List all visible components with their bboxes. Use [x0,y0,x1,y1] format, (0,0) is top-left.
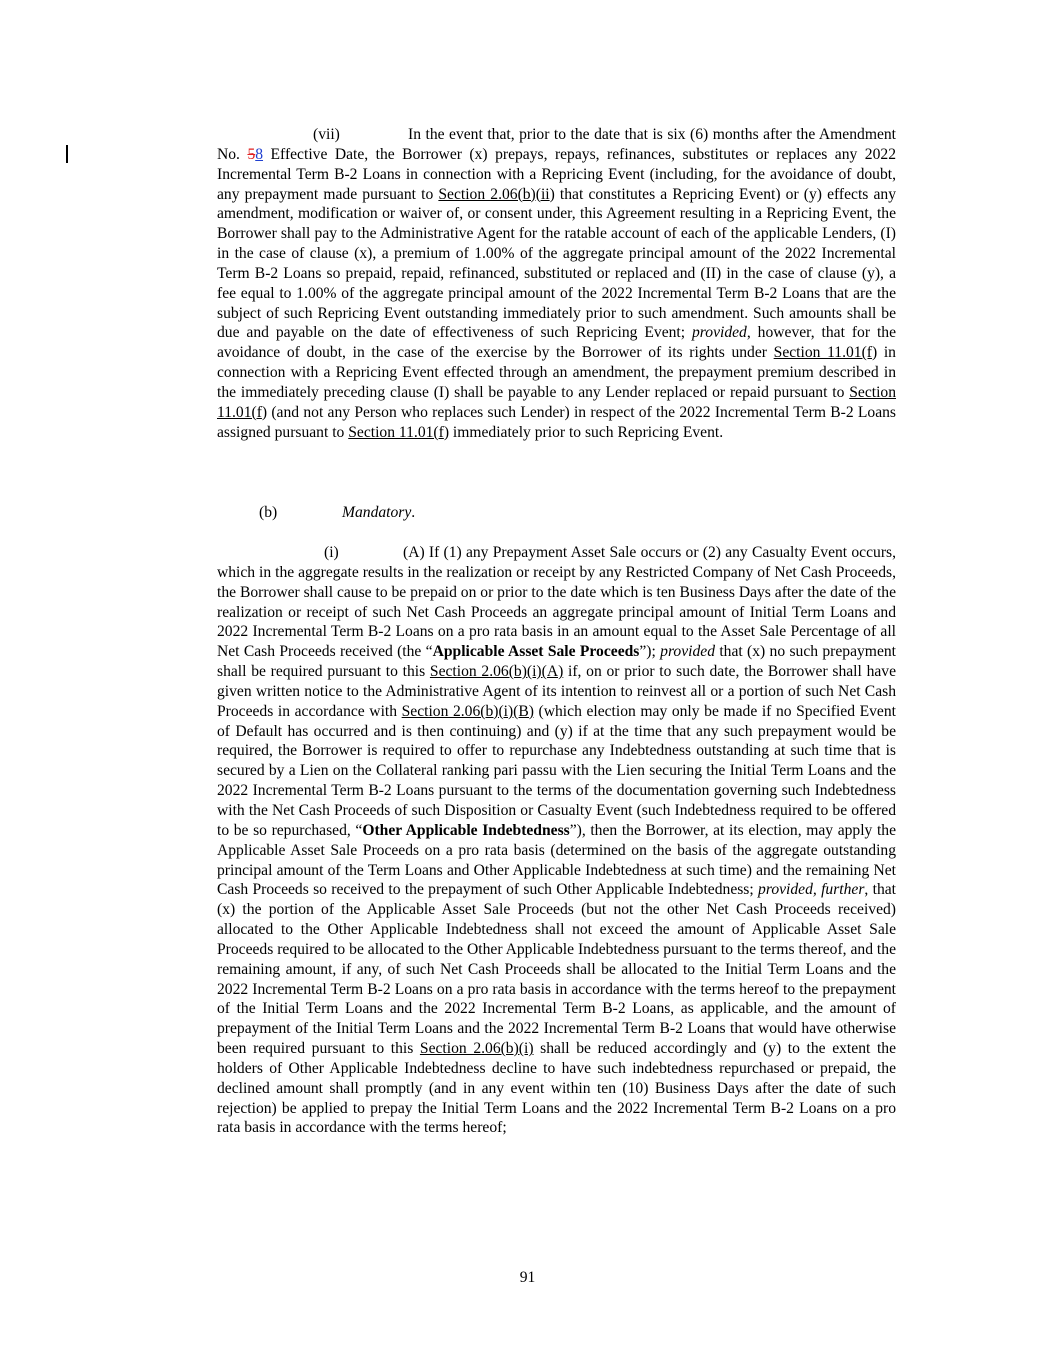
section-reference: Section 2.06(b)(i)(A) [429,663,564,681]
page-number: 91 [519,1269,536,1286]
text-segment: if, on or prior to such date, the Borrower shall have given written notice to the Administrative Agent of its intention to reinvest all or a portion of such Net Cash Proceeds in accordance with [217,663,897,720]
defined-term: Other Applicable Indebtedness [362,821,570,839]
text-segment: ) that constitutes a Repricing Event) or (y) effects any amendment, modification or waiver of, or consent under, this Agreement resulting in a Repricing Event, the Borrower shall pay to the Administrative Agent for the ratable account of each of the applicable Lenders, (I) in the case of clause (x), a premium of 1.00% of the aggregate principal amount of the 2022 Incremental Term B-2 Loans so prepaid, repaid, refinanced, substituted or replaced and (II) in the case of clause (y), a fee equal to 1.00% of the aggregate principal amount of the 2022 Incremental Term B-2 Loans that are the subject of such Repricing Event outstanding immediately prior to such amendment. Such amounts shall be due and payable on the date of effectiveness of such Repricing Event; [217,185,896,342]
section-reference: Section 2.06(b)(ii [438,185,550,203]
text-segment: In the event that, prior to the date that is six (6) months after the Amendment No. [217,126,896,163]
text-segment: ) immediately prior to such Repricing Event. [443,423,724,441]
text-segment: , however, that for the avoidance of doubt, in the case of the exercise by the Borrower of its rights under [217,324,896,362]
paragraph-vii [217,125,896,443]
section-heading: Mandatory [342,504,412,521]
provided-term: provided [692,324,747,342]
paragraph-i [217,543,896,1138]
heading-b-mandatory [217,503,896,523]
text-segment: ) (and not any Person who replaces such Lender) in respect of the 2022 Incremental Term B-2 Loans assigned pursuant to [217,403,896,441]
text-segment: Effective Date, the Borrower (x) prepays, repays, refinances, substitutes or replaces any 2022 Incremental Term B-2 Loans in connection with a Repricing Event (including, for the avoidance of doubt, any prepayment made pursuant to [217,145,896,203]
clause-label-i: (i) [324,544,339,561]
clause-label-b: (b) [259,504,278,521]
text-segment: that (x) no such prepayment shall be required pursuant to this [217,643,896,681]
provided-term: provided [660,643,715,661]
deleted-text: 5 [247,145,256,163]
text-segment: ”); [639,643,661,661]
inserted-text: 8 [255,145,264,163]
revision-change-bar [66,145,68,163]
section-reference: Section 2.06(b)(i)(B) [401,702,534,720]
text-segment: ) in connection with a Repricing Event effected through an amendment, the prepayment premium described in the immediately preceding clause (I) shall be payable to any Lender replaced or repaid pursuant to [217,344,896,401]
text-segment: , that (x) the portion of the Applicable Asset Sale Proceeds (but not the other Net Cash Proceeds received) allocated to the Other Applicable Indebtedness shall not exceed the amount of Applicable Asset Sale Proceeds required to be allocated to the Other Applicable Indebtedness pursuant to the terms thereof, and the remaining amount, if any, of such Net Cash Proceeds shall be allocated to the Initial Term Loans and the 2022 Incremental Term B-2 Loans on a pro rata basis in accordance with the terms hereof to the prepayment of the Initial Term Loans and the 2022 Incremental Term B-2 Loans, as applicable, and the amount of prepayment of the Initial Term Loans and the 2022 Incremental Term B-2 Loans that would have otherwise been required pursuant to this [217,881,897,1058]
provided-term: provided, further [758,881,865,899]
text-segment: (which election may only be made if no Specified Event of Default has occurred and is then continuing) and (y) if at the time that any such prepayment would be required, the Borrower is required to offer to repurchase any Indebtedness outstanding at such time that is secured by a Lien on the Collateral ranking pari passu with the Lien securing the Initial Term Loans and the 2022 Incremental Term B-2 Loans pursuant to the terms of the documentation governing such Indebtedness with the Net Cash Proceeds of such Disposition or Casualty Event (such Indebtedness required to be offered to be so repurchased, “ [217,702,896,839]
text-segment: (A) If (1) any Prepayment Asset Sale occurs or (2) any Casualty Event occurs, which in the aggregate results in the realization or receipt by any Restricted Company of Net Cash Proceeds, the Borrower shall cause to be prepaid on or prior to the date which is ten Business Days after the date of the realization or receipt of such Net Cash Proceeds an aggregate principal amount of Initial Term Loans and 2022 Incremental Term B-2 Loans on a pro rata basis in an amount equal to the Asset Sale Percentage of all Net Cash Proceeds received (the “ [217,544,896,661]
section-reference: Section 11.01(f [773,344,872,362]
defined-term: Applicable Asset Sale Proceeds [432,643,640,661]
section-reference: Section 11.01(f [348,423,444,441]
section-reference: Section 2.06(b)(i) [419,1040,534,1058]
clause-label-vii: (vii) [313,126,340,143]
section-reference: Section 11.01(f [217,383,896,421]
text-segment: shall be reduced accordingly and (y) to the extent the holders of Other Applicable Indebtedness decline to have such indebtedness repurchased or prepaid, the declined amount shall promptly (and in any event within ten (10) Business Days after the date of such rejection) be applied to prepay the Initial Term Loans and the 2022 Incremental Term B-2 Loans on a pro rata basis in accordance with the terms hereof; [217,1040,897,1137]
text-segment: . [411,504,416,521]
text-segment: ”), then the Borrower, at its election, may apply the Applicable Asset Sale Proceeds on a pro rata basis (determined on the basis of the aggregate outstanding principal amount of the Term Loans and Other Applicable Indebtedness at such time) and the remaining Net Cash Proceeds so received to the prepayment of such Other Applicable Indebtedness; [217,821,897,899]
